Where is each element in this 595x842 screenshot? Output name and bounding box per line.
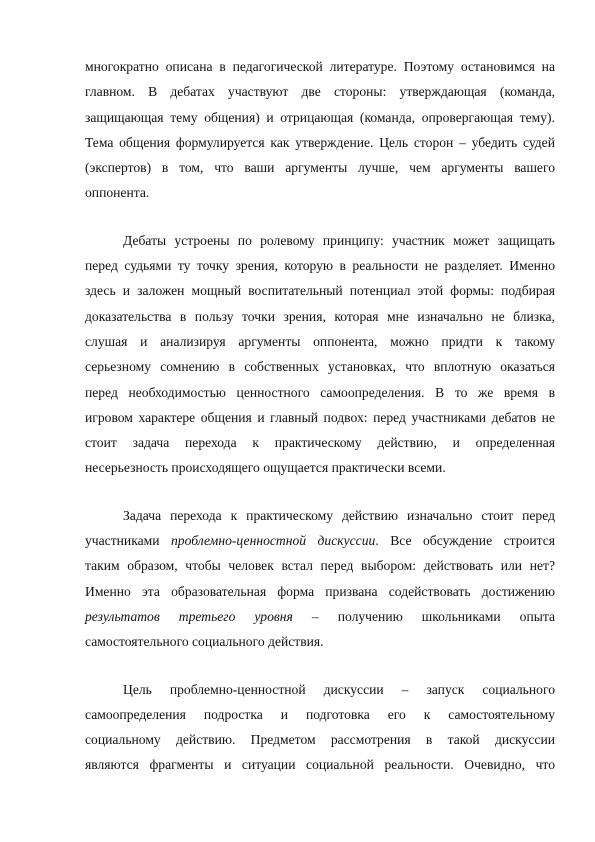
text-line: самостоятельного социального действия. [85,634,324,650]
text-line: Тема общения формулируется как утверждение. Цель сторон – убедить судей [85,134,555,150]
document-text [85,54,555,778]
paragraph-2 [85,228,555,481]
text-line: таким образом, чтобы человек встал перед выбором: действовать или нет? [85,558,555,574]
text-line: многократно описана в педагогической литературе. Поэтому остановимся на [85,59,555,74]
text-line: защищающая тему общения) и отрицающая (команда, опровергающая тему). [85,109,555,125]
paragraph-4 [85,677,555,778]
text-run: участниками [85,533,171,549]
text-line: игровом характере общения и главный подвох: перед участниками дебатов не [85,409,555,425]
text-line: самоопределения подростка и подготовка его к самостоятельному [85,706,555,722]
text-line: стоит задача перехода к практическому действию, и определенная [85,435,555,451]
text-line: главном. В дебатах участвуют две стороны: утверждающая (команда, [85,84,555,100]
text-run: . Все обсуждение строится [375,533,555,549]
text-line: Именно эта образовательная форма призвана содействовать достижению [85,583,555,599]
italic-term: результатов третьего уровня [85,608,293,624]
text-line: являются фрагменты и ситуации социальной реальности. Очевидно, что [85,757,555,773]
text-line [85,528,555,553]
paragraph-3 [85,503,555,655]
text-line: перед необходимостью ценностного самоопределения. В то же время в [85,384,555,400]
paragraph-1 [85,54,555,206]
text-line: оппонента. [85,185,150,201]
text-line: социальному действию. Предметом рассмотрения в такой дискуссии [85,732,555,748]
text-line: Цель проблемно-ценностной дискуссии – запуск социального [123,681,555,697]
text-line: доказательства в пользу точки зрения, которая мне изначально не близка, [85,308,555,324]
text-line: здесь и заложен мощный воспитательный потенциал этой формы: подбирая [85,283,555,299]
text-line: Задача перехода к практическому действию изначально стоит перед [123,507,555,523]
text-line: слушая и анализируя аргументы оппонента, можно придти к такому [85,333,555,349]
text-line: (экспертов) в том, что ваши аргументы лучше, чем аргументы вашего [85,160,555,176]
text-line: серьезному сомнению в собственных установках, что вплотную оказаться [85,359,555,375]
italic-term: проблемно-ценностной дискуссии [171,533,376,549]
text-line: несерьезность происходящего ощущается практически всеми. [85,460,446,476]
text-line: перед судьями ту точку зрения, которую в реальности не разделяет. Именно [85,258,555,274]
text-line: Дебаты устроены по ролевому принципу: участник может защищать [123,232,555,248]
text-run: – получению школьниками опыта [292,608,555,624]
text-line [85,604,555,629]
